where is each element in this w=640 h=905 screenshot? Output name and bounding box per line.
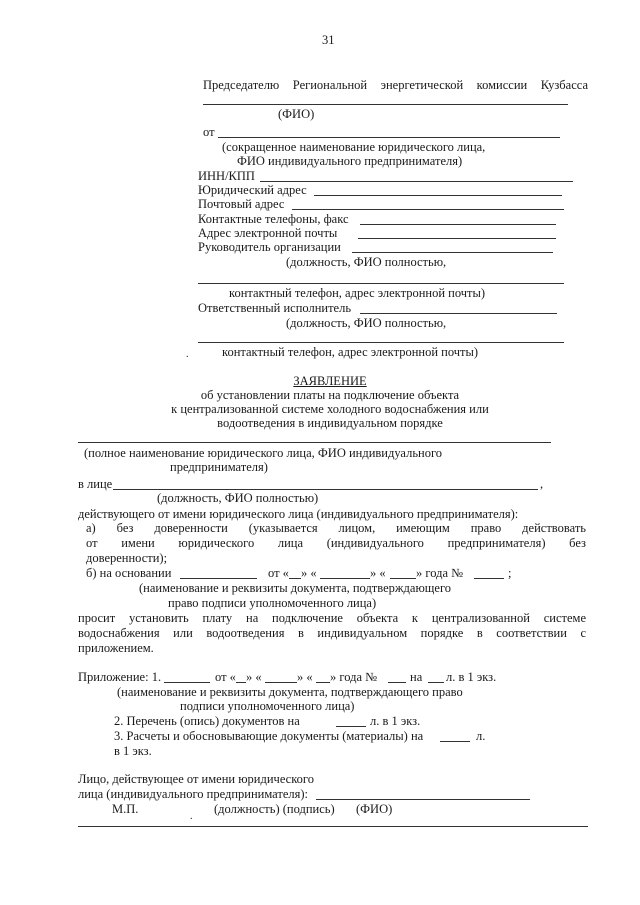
item-b-mid-2: » « (370, 566, 386, 580)
stray-dot-2: . (190, 811, 193, 822)
title-line-3: водоотведения в индивидуальном порядке (217, 416, 443, 430)
signature-line-2: лица (индивидуального предпринимателя): (78, 787, 309, 801)
attachment-2-pages-line[interactable] (336, 726, 366, 727)
attachment-label: Приложение: 1. (78, 670, 162, 684)
executor-hint-2: контактный телефон, адрес электронной почты) (222, 345, 479, 359)
attachment-1-pages-line[interactable] (428, 682, 444, 683)
attachment-1-sep-1: » « (246, 670, 262, 684)
inn-line[interactable] (260, 181, 573, 182)
attachment-1-on: на (410, 670, 423, 684)
attachment-3-pages-line[interactable] (440, 741, 470, 742)
org-name-line[interactable] (78, 442, 551, 443)
head-contact-line[interactable] (198, 283, 564, 284)
acting-line: действующего от имени юридического лица (индивидуального предпринимателя): (78, 507, 519, 521)
phones-label: Контактные телефоны, факс (198, 212, 349, 226)
item-b-number-line[interactable] (474, 578, 504, 579)
request-line-2: водоснабжения или водоотведения в индивидуальном порядке в соответствии с (78, 626, 586, 640)
attachment-1-doc-line[interactable] (164, 682, 210, 683)
in-person-line[interactable] (113, 489, 538, 490)
page-number: 31 (322, 33, 335, 47)
item-b-yearnum-line[interactable] (390, 578, 416, 579)
attachment-1-sep-2: » « (297, 670, 313, 684)
item-b-month-line[interactable] (320, 578, 370, 579)
in-person-comma: , (540, 477, 544, 491)
attachment-1-hint-1: (наименование и реквизиты документа, подтверждающего право (117, 685, 463, 699)
attachment-2-tail: л. в 1 экз. (370, 714, 421, 728)
from-label: от (203, 125, 215, 139)
attachment-3-unit: л. (476, 729, 486, 743)
attachment-1-month-line[interactable] (265, 682, 297, 683)
email-line[interactable] (358, 238, 556, 239)
head-hint-1: (должность, ФИО полностью, (286, 255, 447, 269)
item-b-mid: » « (301, 566, 317, 580)
from-hint-2: ФИО индивидуального предпринимателя) (237, 154, 463, 168)
head-hint-2: контактный телефон, адрес электронной почты) (229, 286, 486, 300)
bottom-rule (78, 826, 588, 827)
org-hint-1: (полное наименование юридического лица, ФИО индивидуального (84, 446, 443, 460)
attachment-3-copies: в 1 экз. (114, 744, 152, 758)
fio-signature-label: (ФИО) (356, 802, 393, 816)
stamp-label: М.П. (112, 802, 139, 816)
title-line-1: об установлении платы на подключение объекта (200, 388, 460, 402)
signature-line-1: Лицо, действующее от имени юридического (78, 772, 314, 786)
item-a-1: а) без доверенности (указывается лицом, имеющим право действовать (86, 521, 586, 535)
from-line[interactable] (218, 137, 560, 138)
signature-line[interactable] (316, 799, 530, 800)
request-line-1: просит установить плату на подключение объекта к централизованной системе (78, 611, 586, 625)
item-b-hint-1: (наименование и реквизиты документа, подтверждающего (139, 581, 452, 595)
item-b-hint-2: право подписи уполномоченного лица) (168, 596, 377, 610)
executor-hint-1: (должность, ФИО полностью, (286, 316, 447, 330)
in-person-label: в лице (78, 477, 113, 491)
title-line-2: к централизованной системе холодного водоснабжения или (171, 402, 489, 416)
item-b-year: » года № (416, 566, 464, 580)
position-sign-label: (должность) (подпись) (214, 802, 335, 816)
item-b-from: от « (268, 566, 289, 580)
inn-label: ИНН/КПП (198, 169, 255, 183)
from-hint-1: (сокращенное наименование юридического лица, (222, 140, 486, 154)
attachment-1-tail: л. в 1 экз. (446, 670, 497, 684)
phones-line[interactable] (360, 224, 556, 225)
postal-address-label: Почтовый адрес (198, 197, 285, 211)
document-title: ЗАЯВЛЕНИЕ (293, 374, 367, 388)
attachment-1-hint-2: подписи уполномоченного лица) (180, 699, 355, 713)
attachment-1-year: » года № (330, 670, 378, 684)
executor-contact-line[interactable] (198, 342, 564, 343)
attachment-2-text: 2. Перечень (опись) документов на (114, 714, 300, 728)
item-b-doc-line[interactable] (180, 578, 257, 579)
fio-hint: (ФИО) (278, 107, 315, 121)
head-label: Руководитель организации (198, 240, 341, 254)
legal-address-label: Юридический адрес (198, 183, 307, 197)
request-line-3: приложением. (78, 641, 154, 655)
item-b-end: ; (508, 566, 512, 580)
item-a-3: доверенности); (86, 551, 168, 565)
executor-label: Ответственный исполнитель (198, 301, 352, 315)
addressee-fio-line[interactable] (203, 104, 568, 105)
item-a-2: от имени юридического лица (индивидуального предпринимателя) без (86, 536, 586, 550)
addressee: Председателю Региональной энергетической комиссии Кузбасса (203, 78, 588, 92)
attachment-1-year-line[interactable] (316, 682, 330, 683)
attachment-1-day-line[interactable] (236, 682, 246, 683)
item-b-day-line[interactable] (289, 578, 301, 579)
attachment-3-text: 3. Расчеты и обосновывающие документы (материалы) на (114, 729, 424, 743)
in-person-hint: (должность, ФИО полностью) (157, 491, 319, 505)
email-label: Адрес электронной почты (198, 226, 338, 240)
attachment-1-number-line[interactable] (388, 682, 406, 683)
stray-dot: . (186, 349, 189, 360)
head-line[interactable] (352, 252, 553, 253)
legal-address-line[interactable] (314, 195, 562, 196)
executor-line[interactable] (360, 313, 557, 314)
item-b-start: б) на основании (86, 566, 172, 580)
org-hint-2: предпринимателя) (170, 460, 268, 474)
attachment-1-from: от « (215, 670, 236, 684)
postal-address-line[interactable] (292, 209, 564, 210)
